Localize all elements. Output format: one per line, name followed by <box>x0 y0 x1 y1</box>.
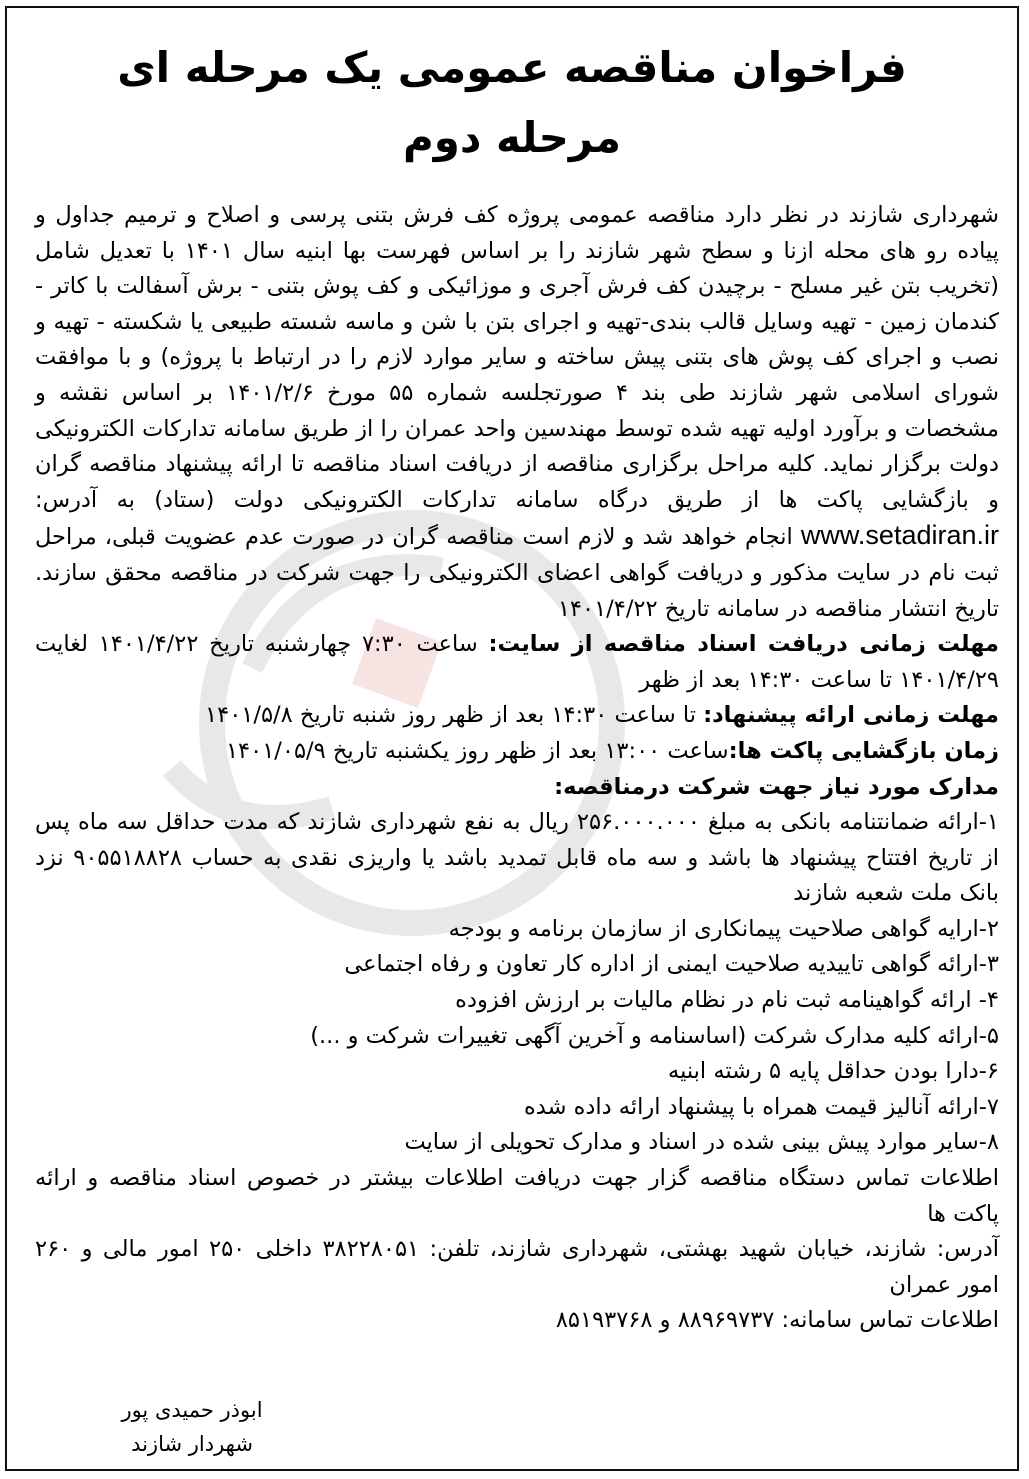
docs-heading: مدارک مورد نیاز جهت شرکت درمناقصه: <box>554 773 999 800</box>
address: آدرس: شازند، خیابان شهید بهشتی، شهرداری شازند، تلفن: ۳۸۲۲۸۰۵۱ داخلی ۲۵۰ امور مالی و ۲۶۰ امور عمران <box>35 1236 999 1298</box>
opening-time: زمان بازگشایی پاکت ها:ساعت ۱۳:۰۰ بعد از ظهر روز یکشنبه تاریخ ۱۴۰۱/۰۵/۹ <box>225 737 999 764</box>
docs-item: ۷-ارائه آنالیز قیمت همراه با پیشنهاد ارائه داده شده <box>523 1093 999 1120</box>
docs-item: ۴- ارائه گواهینامه ثبت نام در نظام مالیات بر ارزش افزوده <box>455 987 999 1014</box>
deadline-docs: مهلت زمانی دریافت اسناد مناقصه از سایت: ساعت ۷:۳۰ چهارشنبه تاریخ ۱۴۰۱/۴/۲۲ لغایت ۱۴۰۱/۴/۲۹ تا ساعت ۱۴:۳۰ بعد از ظهر <box>35 631 999 693</box>
docs-item: ۲-ارایه گواهی صلاحیت پیمانکاری از سازمان برنامه و بودجه <box>448 915 999 942</box>
page-title: فراخوان مناقصه عمومی یک مرحله ای <box>117 43 907 92</box>
signature-block <box>107 1393 277 1461</box>
page-subtitle: مرحله دوم <box>402 113 622 162</box>
docs-item: ۶-دارا بودن حداقل پایه ۵ رشته ابنیه <box>668 1058 999 1085</box>
docs-item: ۱-ارائه ضمانتنامه بانکی به مبلغ ۲۵۶.۰۰۰.۰۰۰ ریال به نفع شهرداری شازند که مدت حداقل سه ماه پس از تاریخ افتتاح پیشنهاد ها باشد و سه ماه قابل تمدید باشد یا واریزی نقدی به حساب ۹۰۵۵۱۸۸۲۸ نزد بانک ملت شعبه شازند <box>35 809 999 907</box>
signature-title: شهردار شازند <box>131 1432 253 1456</box>
website-link[interactable]: www.setadiran.ir <box>800 520 999 551</box>
deadline-offer: مهلت زمانی ارائه پیشنهاد: تا ساعت ۱۴:۳۰ بعد از ظهر روز شنبه تاریخ ۱۴۰۱/۵/۸ <box>205 702 999 729</box>
docs-item: ۸-سایر موارد پیش بینی شده در اسناد و مدارک تحویلی از سایت <box>404 1129 999 1156</box>
system-contact: اطلاعات تماس سامانه: ۸۸۹۶۹۷۳۷ و ۸۵۱۹۳۷۶۸ <box>555 1307 999 1334</box>
intro-paragraph: شهرداری شازند در نظر دارد مناقصه عمومی پروژه کف فرش بتنی پرسی و اصلاح و ترمیم جداول و پیاده رو های محله ازنا و سطح شهر شازند را بر اساس فهرست بها ابنیه سال ۱۴۰۱ با تعدیل شامل (تخریب بتن غیر مسلح - برچیدن کف فرش آجری و موزائیکی و کف پوش بتنی - برش آسفالت با کاتر - کندمان زمین - تهیه وسایل قالب بندی-تهیه و اجرای بتن با شن و ماسه شسته طبیعی یا شکسته - تهیه و نصب و اجرای کف پوش های بتنی پیش ساخته و سایر موارد لازم را در ارتباط با پروژه) و با موافقت شورای اسلامی شهر شازند طی بند ۴ صورتجلسه شماره ۵۵ مورخ ۱۴۰۱/۲/۶ بر اساس نقشه و مشخصات و برآورد اولیه تهیه شده توسط مهندسین واحد عمران را از طریق سامانه تدارکات الکترونیکی دولت برگزار نماید. کلیه مراحل برگزاری مناقصه از دریافت اسناد مناقصه تا ارائه پیشنهاد مناقصه گران و بازگشایی پاکت ها از طریق درگاه سامانه تدارکات الکترونیکی دولت (ستاد) به آدرس: www.setadiran.ir انجام خواهد شد و لازم است مناقصه گران در صورت عدم عضویت قبلی، مراحل ثبت نام در سایت مذکور و دریافت گواهی اعضای الکترونیکی را جهت شرکت در مناقصه محقق سازند. تاریخ انتشار مناقصه در سامانه تاریخ ۱۴۰۱/۴/۲۲ <box>35 202 1000 622</box>
contact-info: اطلاعات تماس دستگاه مناقصه گزار جهت دریافت اطلاعات بیشتر در خصوص اسناد مناقصه و ارائه پاکت ها <box>35 1165 999 1227</box>
docs-item: ۵-ارائه کلیه مدارک شرکت (اساسنامه و آخرین آگهی تغییرات شرکت و ...) <box>310 1022 999 1049</box>
tender-notice <box>5 6 1019 1471</box>
signature-name: ابوذر حمیدی پور <box>121 1398 263 1422</box>
notice-body <box>35 198 999 1339</box>
docs-item: ۳-ارائه گواهی تاییدیه صلاحیت ایمنی از اداره کار تعاون و رفاه اجتماعی <box>344 951 999 978</box>
